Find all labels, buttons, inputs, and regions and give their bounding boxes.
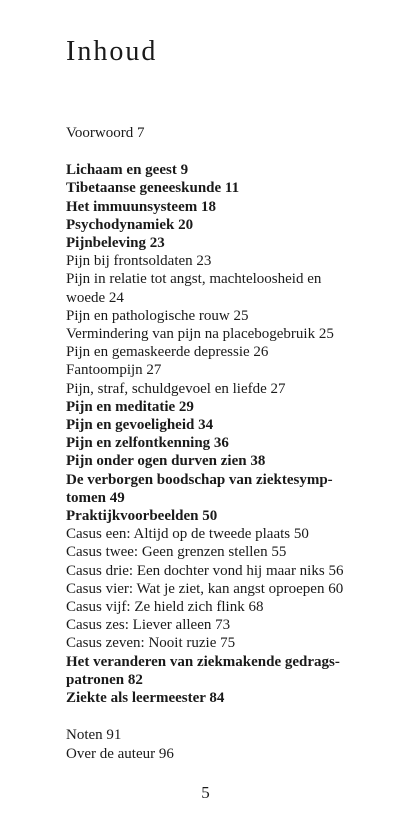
toc-section-entry: Pijn bij frontsoldaten 23 — [66, 253, 212, 270]
toc-chapter-entry: Het immuunsysteem 18 — [66, 198, 216, 215]
toc-chapter-entry: tomen 49 — [66, 489, 125, 506]
toc-section-entry: Pijn en pathologische rouw 25 — [66, 307, 249, 324]
page-title: Inhoud — [66, 36, 158, 67]
toc-section-entry: Casus een: Altijd op de tweede plaats 50 — [66, 526, 309, 543]
toc-chapter-entry: Psychodynamiek 20 — [66, 216, 194, 233]
toc-section-entry: Voorwoord 7 — [66, 125, 145, 141]
toc-chapter-entry: Pijn en gevoeligheid 34 — [66, 417, 214, 434]
toc-section-entry: Casus twee: Geen grenzen stellen 55 — [66, 544, 287, 561]
toc-chapter-entry: Lichaam en geest 9 — [66, 162, 189, 179]
toc-section-entry: Casus zes: Liever alleen 73 — [66, 617, 231, 634]
toc-chapter-entry: Pijn en meditatie 29 — [66, 398, 194, 415]
toc-section-entry: Vermindering van pijn na placebogebruik 25 — [66, 326, 334, 343]
toc-group-gap — [66, 142, 386, 161]
toc-chapter-entry: Ziekte als leermeester 84 — [66, 690, 225, 707]
toc-section-entry: Casus drie: Een dochter vond hij maar niks 56 — [66, 562, 344, 579]
toc-section-entry: woede 24 — [66, 289, 124, 306]
page-number: 5 — [201, 783, 210, 802]
toc-section-entry: Noten 91 — [66, 727, 122, 744]
toc-section-entry: Pijn, straf, schuldgevoel en liefde 27 — [66, 380, 286, 397]
toc-chapter-entry: De verborgen boodschap van ziektesymp- — [66, 471, 333, 488]
toc-chapter-entry: Tibetaanse geneeskunde 11 — [66, 180, 240, 197]
toc-chapter-entry: patronen 82 — [66, 671, 143, 688]
table-of-contents — [66, 124, 386, 763]
toc-section-entry: Casus zeven: Nooit ruzie 75 — [66, 635, 236, 652]
toc-chapter-entry: Pijnbeleving 23 — [66, 235, 165, 252]
toc-chapter-entry: Het veranderen van ziekmakende gedrags- — [66, 653, 340, 670]
toc-section-entry: Pijn en gemaskeerde depressie 26 — [66, 344, 269, 361]
toc-chapter-entry: Pijn en zelfontkenning 36 — [66, 435, 229, 452]
toc-chapter-entry: Pijn onder ogen durven zien 38 — [66, 453, 266, 470]
toc-chapter-entry: Praktijkvoorbeelden 50 — [66, 508, 218, 525]
toc-section-entry: Casus vijf: Ze hield zich flink 68 — [66, 599, 264, 616]
toc-section-entry: Over de auteur 96 — [66, 745, 174, 762]
toc-section-entry: Casus vier: Wat je ziet, kan angst oproepen 60 — [66, 580, 344, 597]
toc-section-entry: Fantoompijn 27 — [66, 362, 162, 379]
toc-section-entry: Pijn in relatie tot angst, machteloosheid en — [66, 271, 322, 288]
toc-group-gap — [66, 707, 386, 726]
